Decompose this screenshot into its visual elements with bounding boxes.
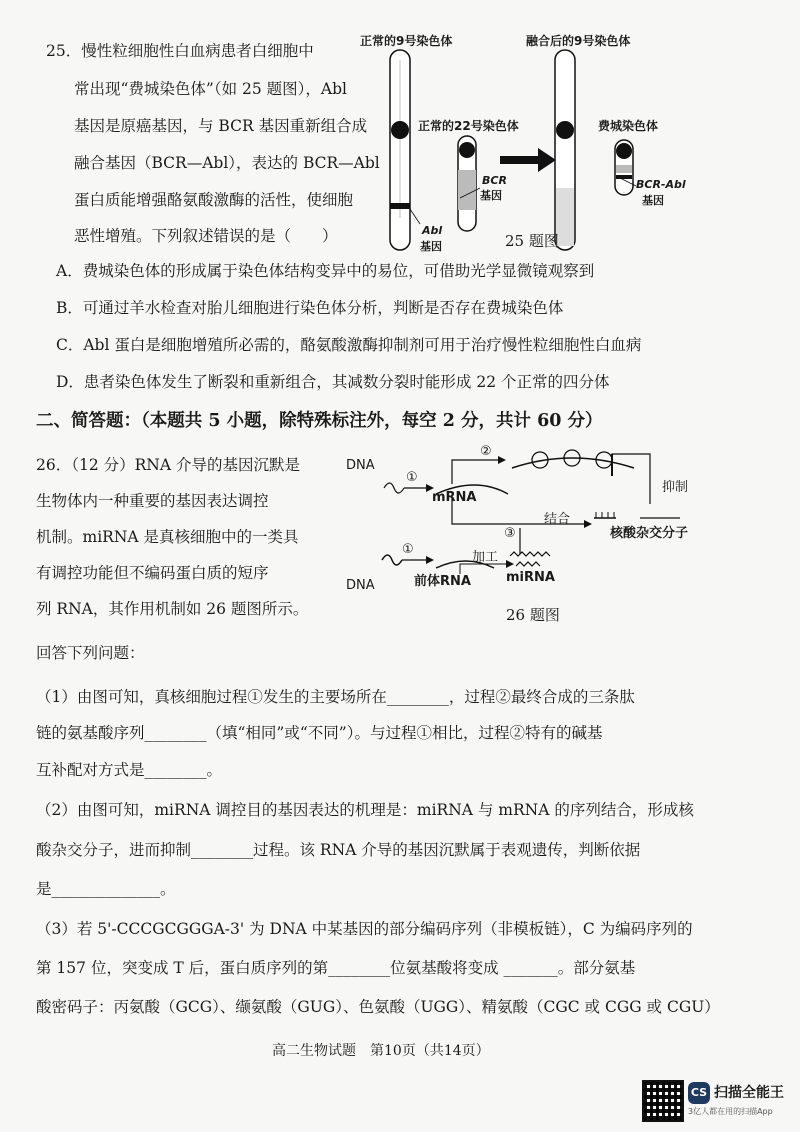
qr-code-icon: [642, 1080, 684, 1122]
label-fused-chr9: 融合后的9号染色体: [526, 34, 631, 48]
q26-sub1-line-2: 链的氨基酸序列________（填“相同”或“不同”）。与过程①相比，过程②特有的碱基: [36, 724, 603, 742]
camscanner-logo-icon: CS: [688, 1082, 710, 1104]
q25-line-6: 恶性增殖。下列叙述错误的是（ ）: [74, 227, 338, 245]
figure-25-caption: 25 题图: [505, 232, 559, 250]
mirna-label: miRNA: [506, 570, 555, 585]
step-3-label: ③: [504, 526, 516, 541]
q26-sub3-line-1: （3）若 5'-CCCGCGGGA-3' 为 DNA 中某基因的部分编码序列（非模板链），C 为编码序列的: [36, 920, 693, 938]
step-2-label: ②: [480, 444, 492, 459]
watermark-tagline: 3亿人都在用的扫描App: [688, 1107, 773, 1116]
q26-sub2-line-3: 是______________。: [36, 880, 176, 898]
chromosome-diagram: [360, 38, 700, 258]
chromosome-figure: [360, 34, 700, 258]
label-abl-gene: 基因: [420, 240, 442, 253]
q25-line-4: 融合基因（BCR—Abl），表达的 BCR—Abl: [74, 154, 380, 172]
label-philadelphia-chr: 费城染色体: [598, 119, 659, 133]
inhibit-label: 抑制: [662, 480, 689, 495]
q26-line-5: 列 RNA，其作用机制如 26 题图所示。: [36, 600, 309, 618]
page-footer: 高二生物试题 第10页（共14页）: [272, 1043, 490, 1059]
q25-option-a: A．费城染色体的形成属于染色体结构变异中的易位，可借助光学显微镜观察到: [56, 262, 595, 280]
label-abl: Abl: [422, 224, 443, 237]
section-2-heading: 二、简答题：（本题共 5 小题，除特殊标注外，每空 2 分，共计 60 分）: [36, 411, 603, 431]
mrna-label: mRNA: [432, 490, 477, 505]
q25-line-2: 常出现“费城染色体”（如 25 题图），Abl: [74, 80, 347, 98]
q26-sub1-line-1: （1）由图可知，真核细胞过程①发生的主要场所在________，过程②最终合成的三条肽: [36, 688, 635, 706]
dna-label-top: DNA: [346, 458, 375, 473]
q25-line-1: 25．慢性粒细胞性白血病患者白细胞中: [46, 42, 314, 60]
label-bcr: BCR: [482, 174, 507, 187]
label-bcr-abl: BCR-Abl: [636, 178, 686, 191]
q26-sub2-line-1: （2）由图可知，miRNA 调控目的基因表达的机理是：miRNA 与 mRNA 的序列结合，形成核: [36, 801, 694, 819]
process-label: 加工: [472, 550, 499, 565]
q25-line-3: 基因是原癌基因，与 BCR 基因重新组合成: [74, 117, 368, 135]
q26-sub3-line-3: 酸密码子：丙氨酸（GCG）、缬氨酸（GUG）、色氨酸（UGG）、精氨酸（CGC 或 CGG 或 CGU）: [36, 998, 720, 1016]
label-bcr-gene: 基因: [480, 189, 502, 202]
precursor-rna-label: 前体RNA: [414, 574, 471, 589]
q25-option-c: C．Abl 蛋白是细胞增殖所必需的，酪氨酸激酶抑制剂可用于治疗慢性粒细胞性白血病: [56, 336, 642, 354]
q26-sub3-line-2: 第 157 位，突变成 T 后，蛋白质序列的第________位氨基酸将变成 _______。部分氨基: [36, 959, 636, 977]
label-bcr-abl-gene: 基因: [642, 194, 664, 207]
q26-sub1-line-3: 互补配对方式是________。: [36, 761, 223, 779]
step-1-label: ①: [406, 470, 418, 485]
combine-label: 结合: [544, 512, 571, 527]
q26-line-3: 机制。miRNA 是真核细胞中的一类具: [36, 528, 299, 546]
q26-sub2-line-2: 酸杂交分子，进而抑制________过程。该 RNA 介导的基因沉默属于表观遗传，判断依据: [36, 841, 641, 859]
q25-option-b: B．可通过羊水检查对胎儿细胞进行染色体分析，判断是否存在费城染色体: [56, 299, 564, 317]
q26-line-1: 26．（12 分）RNA 介导的基因沉默是: [36, 456, 300, 474]
hybrid-label: 核酸杂交分子: [610, 526, 689, 541]
q25-line-5: 蛋白质能增强酪氨酸激酶的活性，使细胞: [74, 191, 354, 209]
label-normal-chr9: 正常的9号染色体: [360, 34, 453, 48]
watermark-app-name: 扫描全能王: [714, 1085, 784, 1101]
q26-line-4: 有调控功能但不编码蛋白质的短序: [36, 564, 269, 582]
step-1b-label: ①: [402, 542, 414, 557]
q25-option-d: D．患者染色体发生了断裂和重新组合，其减数分裂时能形成 22 个正常的四分体: [56, 373, 610, 391]
figure-26-caption: 26 题图: [506, 606, 560, 624]
label-normal-chr22: 正常的22号染色体: [418, 119, 519, 133]
q26-line-2: 生物体内一种重要的基因表达调控: [36, 492, 269, 510]
q26-line-6: 回答下列问题：: [36, 644, 145, 662]
mirna-figure: [340, 444, 720, 608]
dna-label-bottom: DNA: [346, 578, 375, 593]
